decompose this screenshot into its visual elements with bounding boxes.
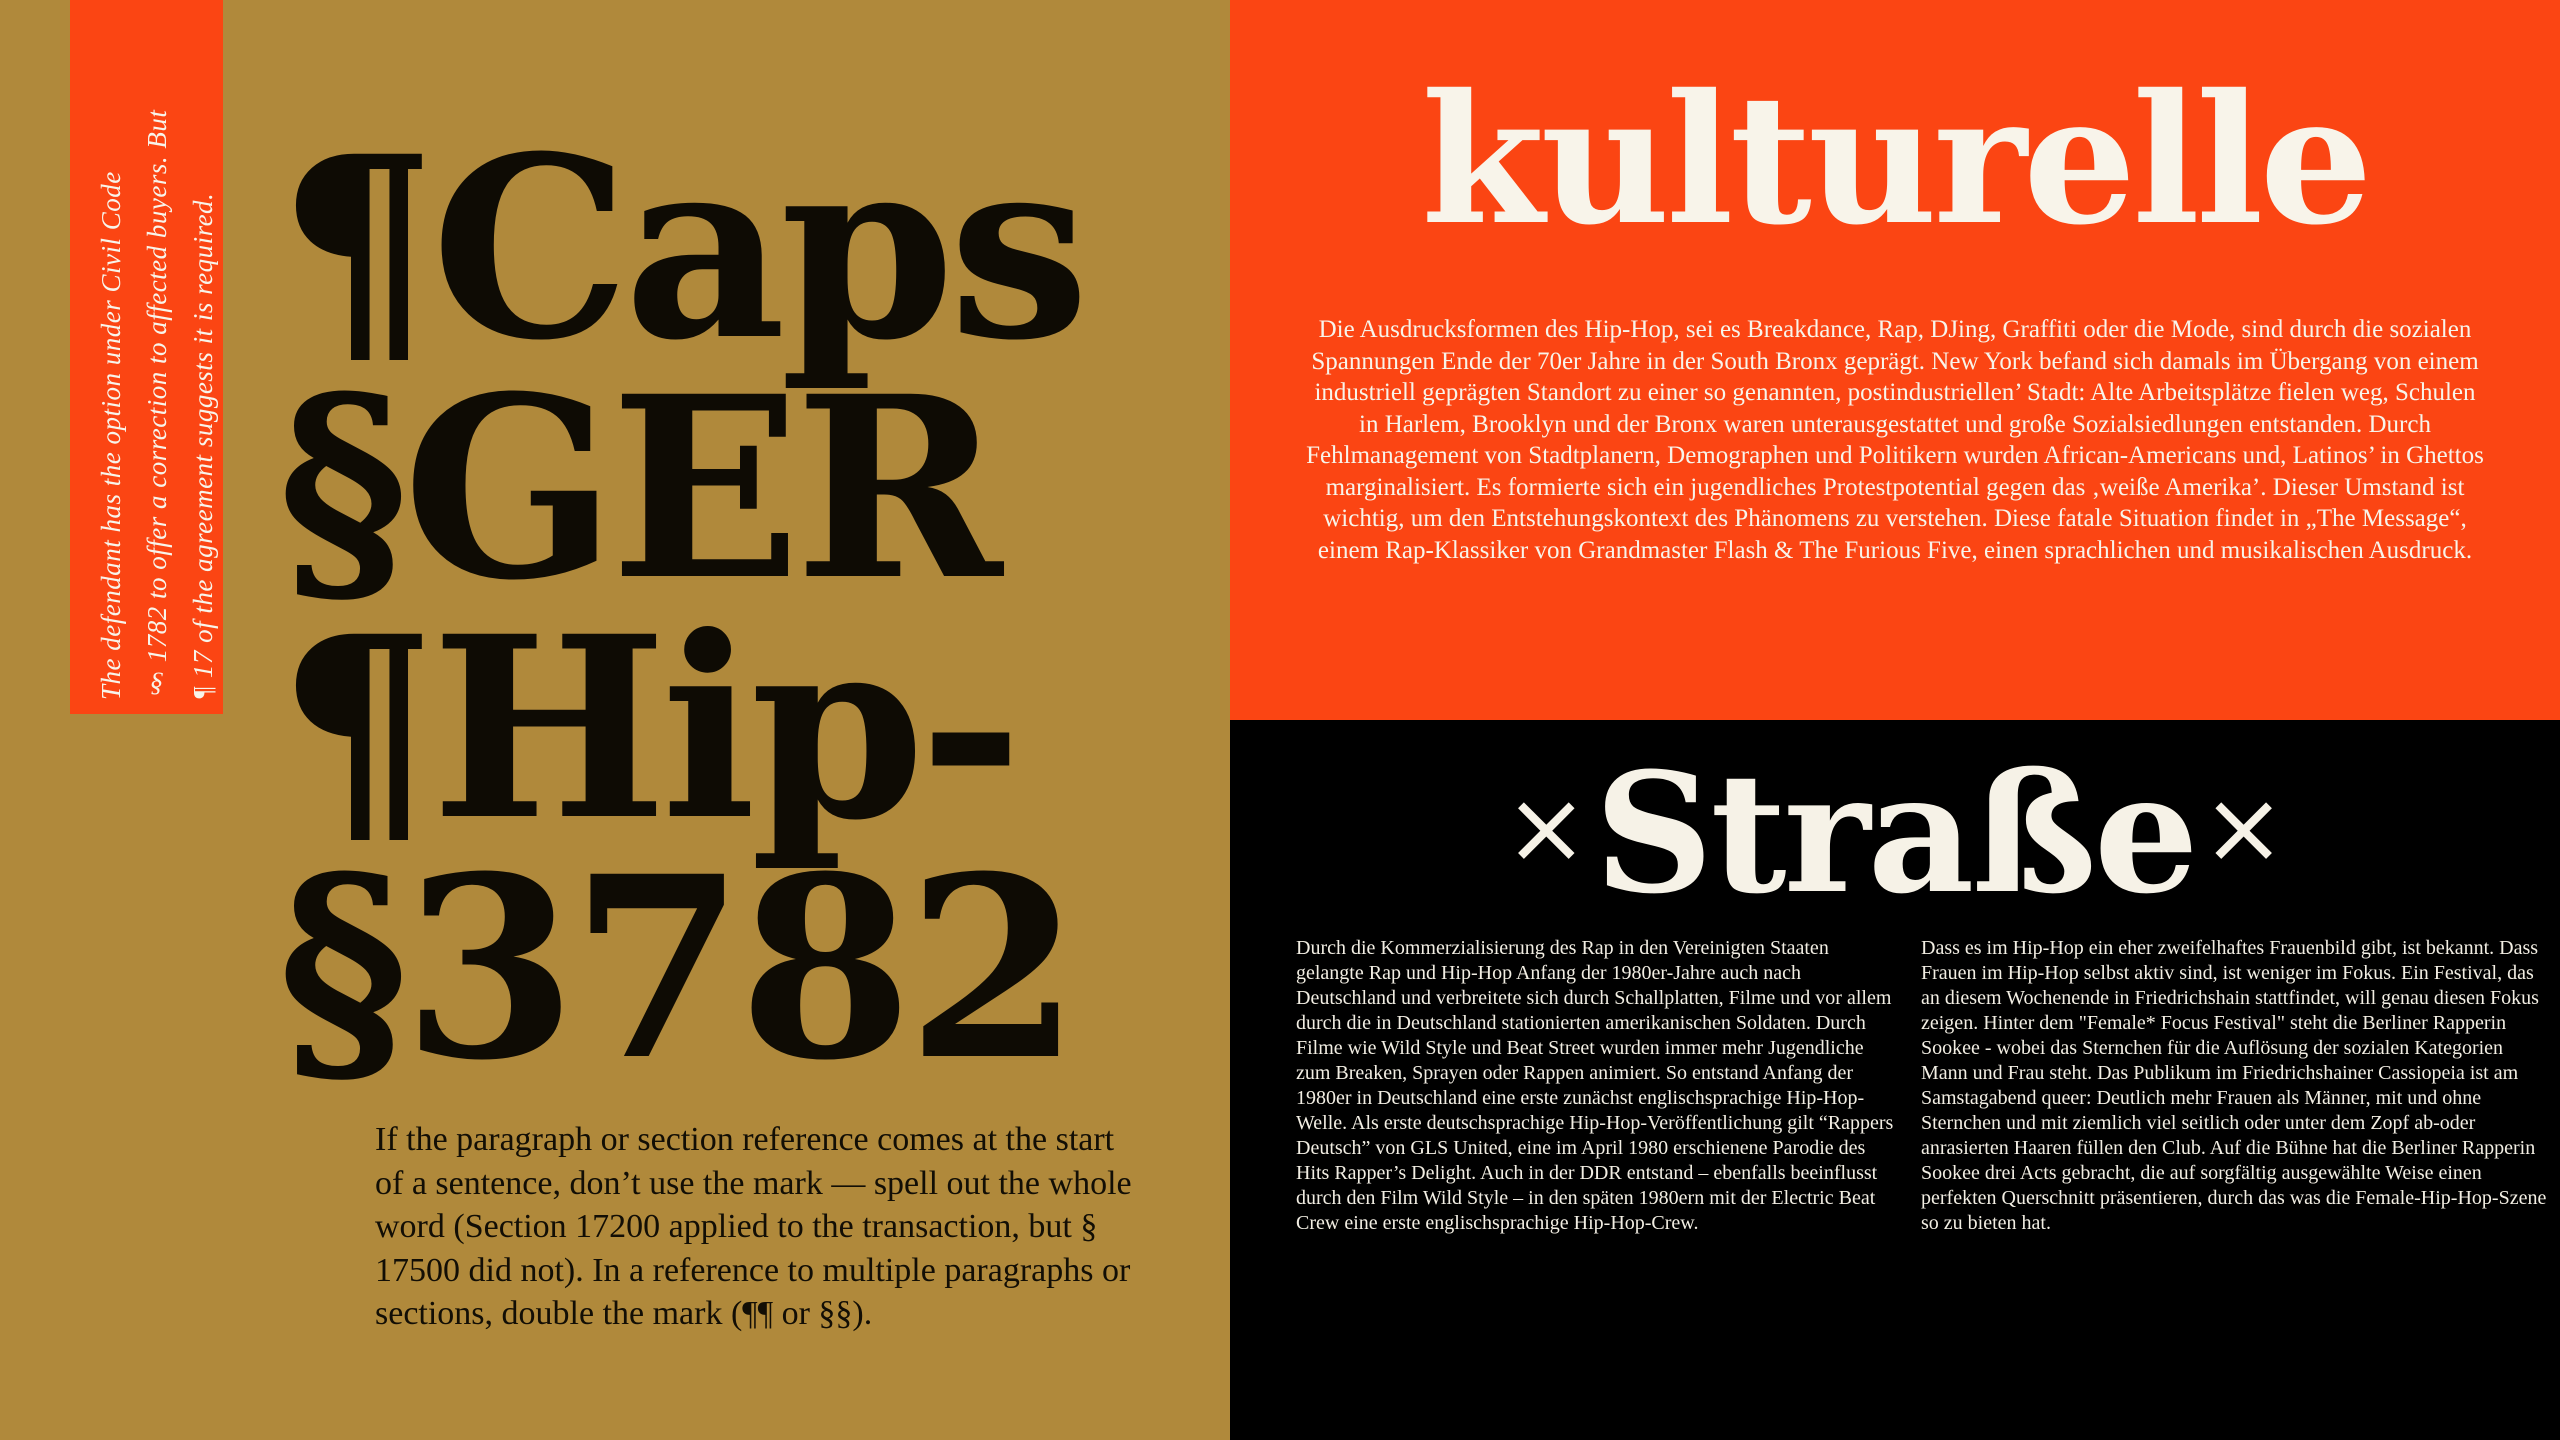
strasse-word: Straße xyxy=(1594,736,2196,930)
legal-note-line: The defendant has the option under Civil Code xyxy=(96,171,126,700)
kulturelle-paragraph: Die Ausdrucksformen des Hip-Hop, sei es Breakdance, Rap, DJing, Graffiti oder die Mode, sind durch die sozialen Spannungen Ende der 70er Jahre in der South Bronx geprägt. New York befand sich damals im Übergang von einem industriell geprägten Standort zu einer so genannten, postindustriellen’ Stadt: Alte Arbeitsplätze fielen weg, Schulen in Harlem, Brooklyn und der Bronx waren unterausgestattet und große Sozialsiedlungen entstanden. Durch Fehlmanagement von Stadtplanern, Demographen und Politikern wurden African-Americans und, Latinos’ in Ghettos marginalisiert. Es formierte sich ein jugendliches Protestpotential gegen das ‚weiße Amerika’. Dieser Umstand ist wichtig, um den Entstehungskontext des Phänomens zu verstehen. Diese fatale Situation findet in „The Message“, einem Rap-Klassiker von Grandmaster Flash & The Furious Five, einen sprachlichen und musikalischen Ausdruck. xyxy=(1306,316,2484,564)
headline-line-caps: ¶Caps xyxy=(278,101,1084,395)
orange-section xyxy=(1230,0,2560,720)
legal-note-line: ¶ 17 of the agreement suggests it is required. xyxy=(188,192,218,700)
article-column-right: Dass es im Hip-Hop ein eher zweifelhaftes Frauenbild gibt, ist bekannt. Dass Frauen im Hip-Hop selbst aktiv sind, ist weniger im Fokus. Ein Festival, das an diesem Wochenende in Friedrichshain stattfindet, will genau diesen Fokus zeigen. Hinter dem "Female* Focus Festival" steht die Berliner Rapperin Sookee - wobei das Sternchen für die Auflösung der sozialen Kategorien Mann und Frau steht. Das Publikum im Friedrichshainer Cassiopeia ist am Samstagabend queer: Deutlich mehr Frauen als Männer, mit und ohne Sternchen und mit ziemlich viel seitlich oder unter dem Zopf ab-oder anrasierten Haaren füllen den Club. Auf die Bühne hat die Berliner Rapperin Sookee drei Acts gebracht, die auf sorgfältig ausgewählte Weise einen perfekten Querschnitt präsentieren, durch das was die Female-Hip-Hop-Szene so zu bieten hat. xyxy=(1921,937,2547,1234)
headline-line-ger: §GER xyxy=(278,341,997,635)
usage-paragraph: If the paragraph or section reference comes at the start of a sentence, don’t use the mark — spell out the whole word (Section 17200 applied to the transaction, but § 17500 did not). In a reference to multiple paragraphs or sections, double the mark (¶¶ or §§). xyxy=(375,1121,1132,1332)
headline-line-3782: §3782 xyxy=(278,821,1075,1115)
legal-note-vertical-text xyxy=(70,0,223,714)
x-mark-right: × xyxy=(2201,768,2286,886)
strasse-heading xyxy=(1230,728,2560,938)
article-columns xyxy=(1296,936,2548,1236)
legal-note-line: § 1782 to offer a correction to affected buyers. But xyxy=(142,109,172,700)
kulturelle-title: kulturelle xyxy=(1421,55,2369,264)
x-mark-left: × xyxy=(1504,768,1589,886)
headline-line-hip: ¶Hip- xyxy=(278,581,1017,875)
black-section xyxy=(1230,720,2560,1440)
display-headline xyxy=(278,101,1084,1115)
article-column-left: Durch die Kommerzialisierung des Rap in den Vereinigten Staaten gelangte Rap und Hip-Hop Anfang der 1980er-Jahre auch nach Deutschland und verbreitete sich durch Schallplatten, Filme und vor allem durch die in Deutschland stationierten amerikanischen Soldaten. Durch Filme wie Wild Style und Beat Street wurden immer mehr Jugendliche zum Breaken, Sprayen oder Rappen animiert. So entstand Anfang der 1980er in Deutschland eine erste zunächst englischsprachige Hip-Hop-Welle. Als erste deutschsprachige Hip-Hop-Veröffentlichung gilt “Rappers Deutsch” von GLS United, eine im April 1980 erschienene Parodie des Hits Rapper’s Delight. Auch in der DDR entstand – ebenfalls beeinflusst durch den Film Wild Style – in den späten 1980ern mit der Electric Beat Crew eine erste englischsprachige Hip-Hop-Crew. xyxy=(1296,937,1894,1234)
legal-note-box xyxy=(70,0,223,714)
left-olive-panel xyxy=(0,0,1230,1440)
